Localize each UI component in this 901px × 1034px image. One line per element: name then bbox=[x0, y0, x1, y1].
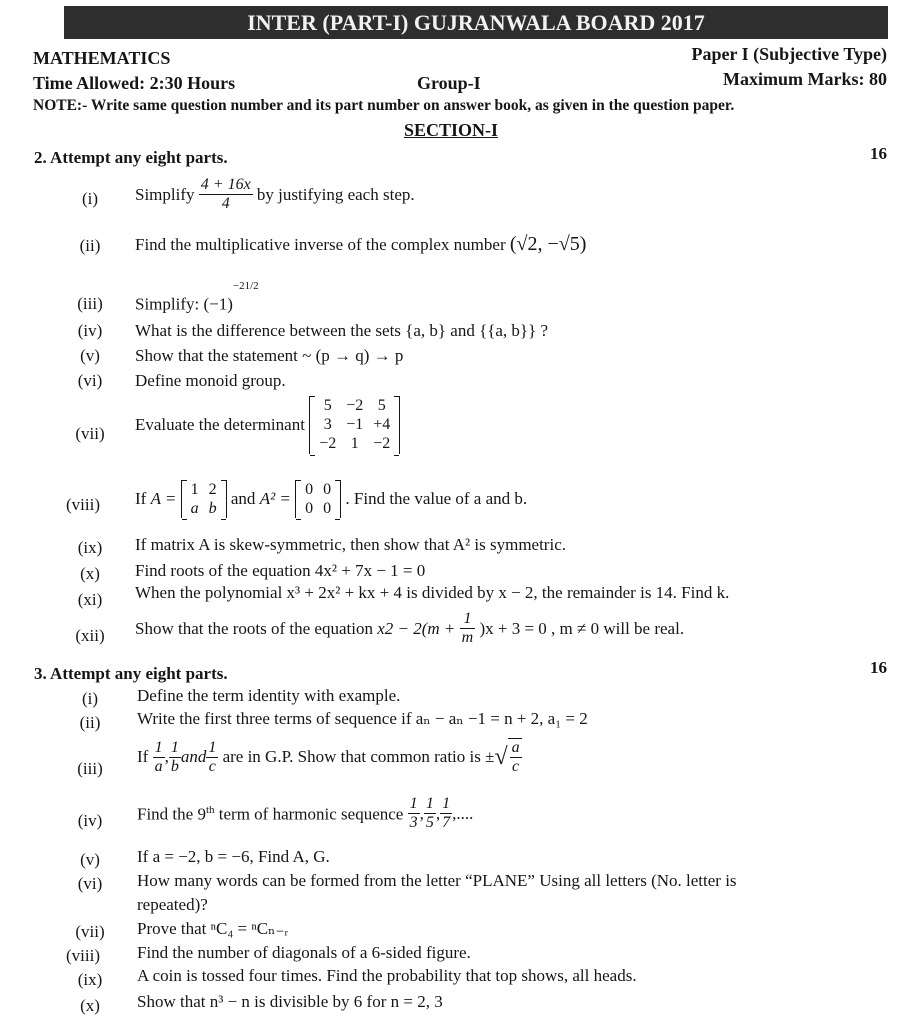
note-text: NOTE:- Write same question number and its part number on answer book, as given in the question paper. bbox=[33, 97, 735, 114]
determinant-matrix: 5 −2 5 3 −1 +4 −2 1 −2 bbox=[309, 396, 400, 454]
q3-title: 3. Attempt any eight parts. bbox=[34, 664, 228, 683]
exam-banner: INTER (PART-I) GUJRANWALA BOARD 2017 bbox=[64, 6, 888, 39]
marks-label: Maximum Marks: 80 bbox=[723, 69, 887, 89]
matrix-a: 1 2 a b bbox=[181, 480, 227, 518]
complex-number: (√2, −√5) bbox=[509, 233, 587, 255]
matrix-a-squared: 0 0 0 0 bbox=[295, 480, 341, 518]
q3-marks: 16 bbox=[870, 658, 887, 677]
paper-label: Paper I (Subjective Type) bbox=[691, 44, 887, 64]
q2-marks: 16 bbox=[870, 144, 887, 163]
section-title: SECTION-I bbox=[404, 120, 499, 140]
q2-title: 2. Attempt any eight parts. bbox=[34, 148, 228, 167]
subject-label: MATHEMATICS bbox=[33, 48, 171, 68]
time-label: Time Allowed: 2:30 Hours bbox=[33, 73, 236, 93]
fraction: $\frac{4 + 16x}{4}$ bbox=[200, 176, 251, 213]
group-label: Group-I bbox=[417, 73, 481, 93]
